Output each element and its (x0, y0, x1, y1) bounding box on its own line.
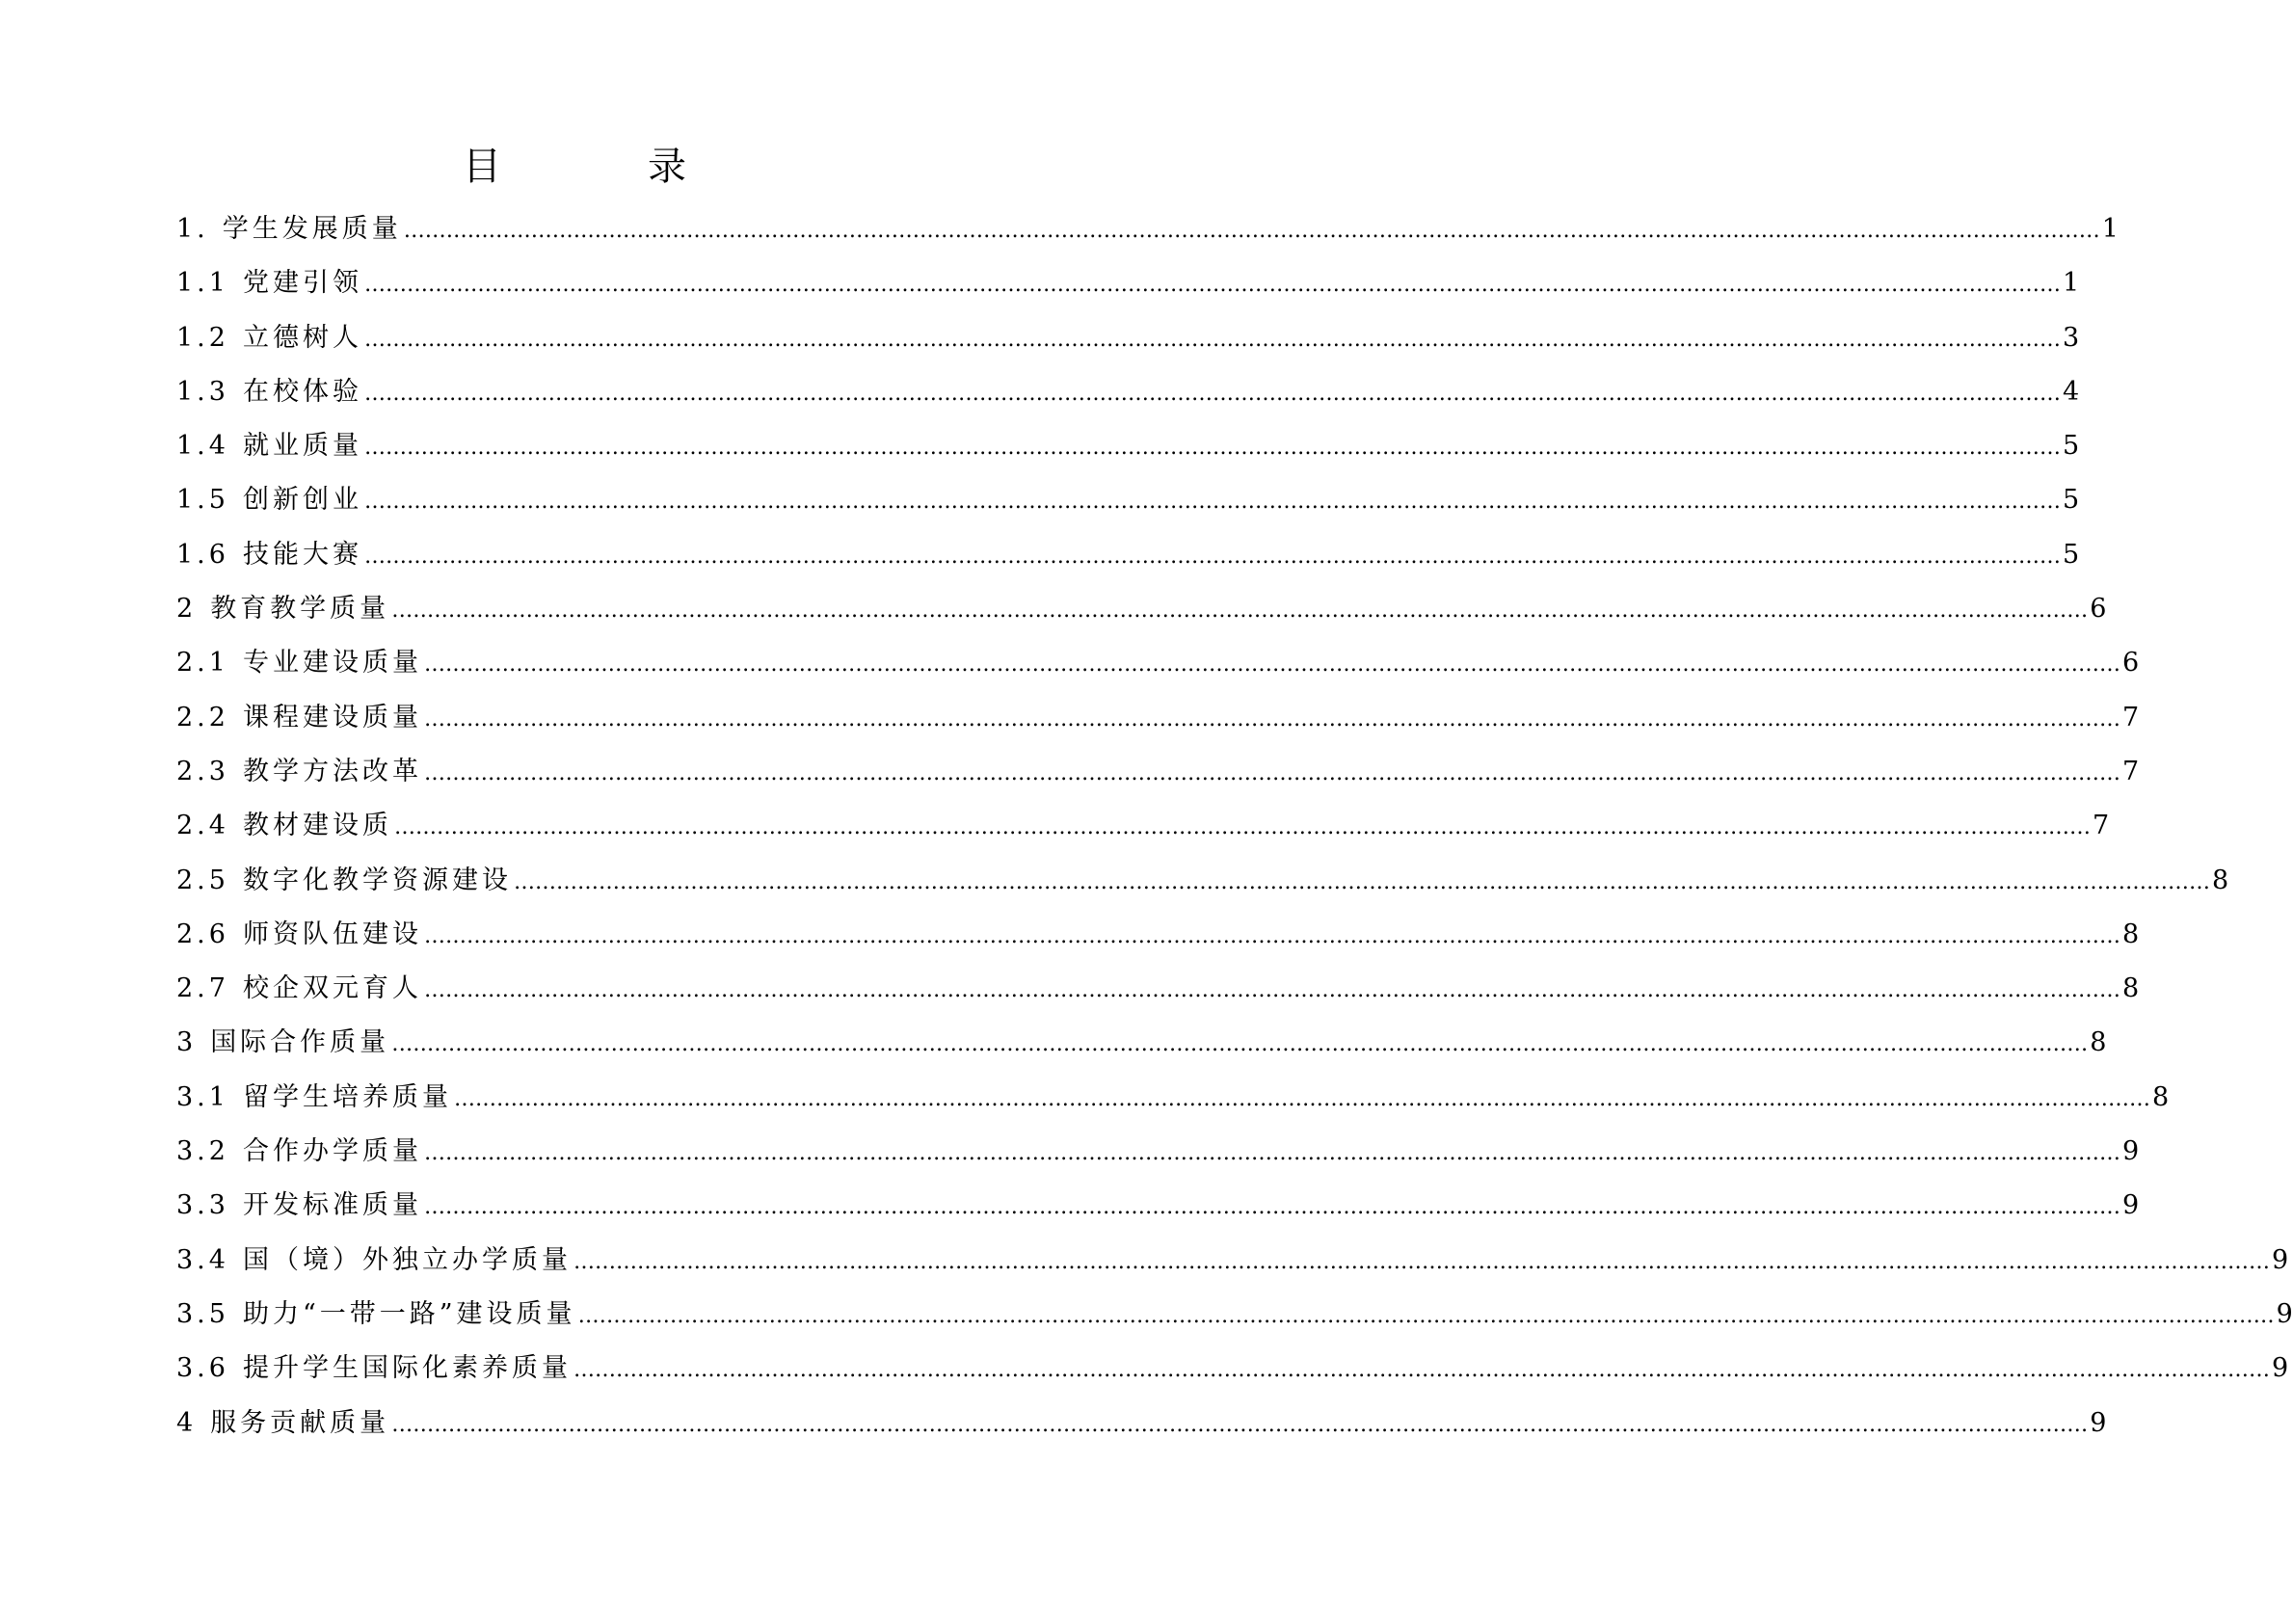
toc-entry-text: 课程建设质量 (242, 702, 422, 732)
toc-entry-label (176, 419, 362, 473)
toc-entry-label (176, 1397, 389, 1451)
toc-entry-number: 3.1 (176, 1081, 229, 1112)
toc-entry-label (176, 582, 389, 636)
table-of-contents (176, 202, 2293, 1451)
toc-dot-leader: …………………………………………………………………………………………………………………………………………………………………………………………………………………… (363, 273, 2061, 298)
toc-entry-label (176, 1342, 572, 1396)
toc-entry-number: 1. (176, 214, 209, 244)
toc-entry-number: 3.6 (176, 1353, 229, 1384)
toc-entry-page-number: 6 (2121, 648, 2140, 679)
toc-entry-text: 教学方法改革 (242, 756, 422, 786)
toc-dot-leader: …………………………………………………………………………………………………………………………………………………………………………………………………………………… (573, 1358, 2270, 1383)
toc-entry[interactable] (176, 1234, 2289, 1288)
toc-entry-text: 立德树人 (242, 322, 362, 353)
toc-entry-text: 师资队伍建设 (242, 918, 422, 949)
toc-entry-label (176, 1234, 572, 1288)
toc-entry-label (176, 365, 362, 419)
toc-dot-leader: …………………………………………………………………………………………………………………………………………………………………………………………………………………… (423, 706, 2120, 732)
toc-entry-text: 国际合作质量 (210, 1027, 390, 1058)
toc-entry-number: 1.4 (176, 431, 229, 462)
toc-entry-text: 校企双元育人 (242, 973, 422, 1004)
toc-entry[interactable] (176, 582, 2107, 636)
toc-entry[interactable] (176, 1016, 2107, 1070)
toc-entry-page-number: 9 (2090, 1407, 2107, 1438)
toc-dot-leader: …………………………………………………………………………………………………………………………………………………………………………………………………………………… (423, 760, 2120, 785)
toc-entry-text: 在校体验 (242, 376, 362, 407)
toc-entry-label (176, 799, 392, 853)
toc-entry[interactable] (176, 799, 2110, 853)
toc-entry[interactable] (176, 419, 2080, 473)
toc-entry-number: 1.1 (176, 268, 229, 299)
toc-entry-page-number: 8 (2121, 918, 2140, 949)
toc-entry-label (176, 908, 422, 962)
toc-dot-leader: …………………………………………………………………………………………………………………………………………………………………………………………………………………… (393, 815, 2091, 840)
toc-entry-page-number: 6 (2090, 594, 2107, 625)
toc-entry[interactable] (176, 1071, 2170, 1125)
toc-dot-leader: …………………………………………………………………………………………………………………………………………………………………………………………………………………… (577, 1303, 2275, 1328)
toc-entry[interactable] (176, 636, 2140, 690)
toc-entry-label (176, 1016, 389, 1070)
toc-entry-label (176, 636, 422, 690)
toc-entry-label (176, 1179, 422, 1233)
toc-dot-leader: …………………………………………………………………………………………………………………………………………………………………………………………………………………… (423, 923, 2120, 948)
toc-entry-text: 提升学生国际化素养质量 (242, 1353, 572, 1384)
toc-entry-text: 服务贡献质量 (210, 1407, 390, 1438)
toc-entry-page-number: 5 (2062, 539, 2080, 570)
toc-entry-page-number: 5 (2062, 485, 2080, 516)
toc-dot-leader: …………………………………………………………………………………………………………………………………………………………………………………………………………………… (403, 219, 2100, 243)
toc-dot-leader: …………………………………………………………………………………………………………………………………………………………………………………………………………………… (391, 599, 2089, 624)
toc-entry-page-number: 9 (2276, 1298, 2293, 1329)
toc-entry-page-number: 7 (2121, 756, 2140, 786)
toc-dot-leader: …………………………………………………………………………………………………………………………………………………………………………………………………………………… (573, 1249, 2270, 1274)
toc-entry-text: 数字化教学资源建设 (242, 865, 512, 895)
toc-entry-text: 合作办学质量 (242, 1136, 422, 1167)
toc-entry-number: 3.3 (176, 1190, 229, 1221)
toc-entry-page-number: 3 (2062, 322, 2080, 353)
toc-entry-number: 1.3 (176, 376, 229, 407)
toc-entry[interactable] (176, 1125, 2140, 1179)
toc-entry-label (176, 1125, 422, 1179)
toc-entry-number: 3.4 (176, 1244, 229, 1275)
toc-entry-label (176, 962, 422, 1016)
toc-entry-label (176, 691, 422, 745)
toc-entry[interactable] (176, 854, 2229, 908)
toc-entry-page-number: 5 (2062, 431, 2080, 462)
toc-entry-number: 2.5 (176, 865, 229, 895)
toc-dot-leader: …………………………………………………………………………………………………………………………………………………………………………………………………………………… (423, 978, 2120, 1003)
toc-entry-number: 1.5 (176, 485, 229, 516)
toc-entry-label (176, 202, 402, 256)
toc-entry-text: 留学生培养质量 (242, 1081, 452, 1112)
toc-entry-label (176, 473, 362, 527)
toc-dot-leader: …………………………………………………………………………………………………………………………………………………………………………………………………………………… (423, 652, 2120, 678)
toc-dot-leader: …………………………………………………………………………………………………………………………………………………………………………………………………………………… (363, 490, 2061, 515)
toc-dot-leader: …………………………………………………………………………………………………………………………………………………………………………………………………………………… (363, 544, 2061, 569)
toc-entry-text: 教材建设质 (242, 811, 392, 841)
toc-entry[interactable] (176, 1397, 2107, 1451)
toc-dot-leader: …………………………………………………………………………………………………………………………………………………………………………………………………………………… (391, 1032, 2089, 1057)
toc-entry-label (176, 528, 362, 582)
toc-entry-number: 2.1 (176, 648, 229, 679)
toc-entry-page-number: 9 (2271, 1244, 2289, 1275)
toc-entry-page-number: 8 (2211, 865, 2229, 895)
toc-entry-number: 3.5 (176, 1298, 229, 1329)
toc-dot-leader: …………………………………………………………………………………………………………………………………………………………………………………………………………………… (423, 1195, 2120, 1220)
toc-entry-number: 2.6 (176, 918, 229, 949)
toc-entry-number: 1.2 (176, 322, 229, 353)
toc-entry[interactable] (176, 1179, 2140, 1233)
toc-entry-text: 学生发展质量 (222, 214, 402, 244)
toc-entry-page-number: 9 (2271, 1353, 2289, 1384)
toc-entry-label (176, 745, 422, 799)
toc-entry-page-number: 7 (2121, 702, 2140, 732)
toc-entry-page-number: 8 (2121, 973, 2140, 1004)
toc-entry-text: 技能大赛 (242, 539, 362, 570)
toc-dot-leader: …………………………………………………………………………………………………………………………………………………………………………………………………………………… (363, 327, 2061, 352)
toc-entry[interactable] (176, 202, 2119, 256)
toc-entry-text: 开发标准质量 (242, 1190, 422, 1221)
toc-entry-number: 2 (176, 594, 198, 625)
toc-entry[interactable] (176, 962, 2140, 1016)
toc-entry-page-number: 7 (2092, 811, 2110, 841)
toc-entry-label (176, 1288, 576, 1342)
toc-entry-label (176, 854, 512, 908)
toc-entry[interactable] (176, 365, 2080, 419)
toc-entry-number: 2.3 (176, 756, 229, 786)
toc-entry-text: 专业建设质量 (242, 648, 422, 679)
toc-entry[interactable] (176, 745, 2140, 799)
toc-entry-number: 3 (176, 1027, 198, 1058)
toc-entry[interactable] (176, 473, 2080, 527)
toc-entry-text: 国（境）外独立办学质量 (242, 1244, 572, 1275)
toc-dot-leader: …………………………………………………………………………………………………………………………………………………………………………………………………………………… (513, 869, 2210, 894)
toc-entry-text: 创新创业 (242, 485, 362, 516)
toc-entry-text: 就业质量 (242, 431, 362, 462)
toc-entry-page-number: 9 (2121, 1136, 2140, 1167)
toc-entry[interactable] (176, 691, 2140, 745)
toc-entry[interactable] (176, 1342, 2289, 1396)
toc-entry-label (176, 311, 362, 365)
toc-entry-number: 2.7 (176, 973, 229, 1004)
toc-entry-page-number: 8 (2151, 1081, 2170, 1112)
toc-entry-text: 教育教学质量 (210, 594, 390, 625)
toc-entry-page-number: 8 (2090, 1027, 2107, 1058)
toc-dot-leader: …………………………………………………………………………………………………………………………………………………………………………………………………………………… (391, 1412, 2089, 1437)
toc-dot-leader: …………………………………………………………………………………………………………………………………………………………………………………………………………………… (363, 381, 2061, 406)
toc-entry[interactable] (176, 311, 2080, 365)
toc-entry-page-number: 9 (2121, 1190, 2140, 1221)
toc-entry-page-number: 1 (2101, 214, 2119, 244)
toc-entry-text: 党建引领 (242, 268, 362, 299)
toc-dot-leader: …………………………………………………………………………………………………………………………………………………………………………………………………………………… (453, 1086, 2150, 1111)
toc-entry-number: 4 (176, 1407, 198, 1438)
toc-entry-label (176, 256, 362, 310)
toc-dot-leader: …………………………………………………………………………………………………………………………………………………………………………………………………………………… (363, 436, 2061, 461)
toc-dot-leader: …………………………………………………………………………………………………………………………………………………………………………………………………………………… (423, 1141, 2120, 1166)
toc-entry-page-number: 4 (2062, 376, 2080, 407)
toc-entry-number: 1.6 (176, 539, 229, 570)
toc-entry[interactable] (176, 908, 2140, 962)
toc-entry-number: 2.2 (176, 702, 229, 732)
page-title: 目 录 (463, 145, 740, 189)
toc-entry[interactable] (176, 1288, 2293, 1342)
toc-entry-number: 2.4 (176, 811, 229, 841)
toc-entry[interactable] (176, 528, 2080, 582)
toc-entry-number: 3.2 (176, 1136, 229, 1167)
toc-entry-page-number: 1 (2062, 268, 2080, 299)
toc-entry-label (176, 1071, 452, 1125)
toc-entry-text: 助力“一带一路”建设质量 (242, 1298, 576, 1329)
toc-entry[interactable] (176, 256, 2080, 310)
